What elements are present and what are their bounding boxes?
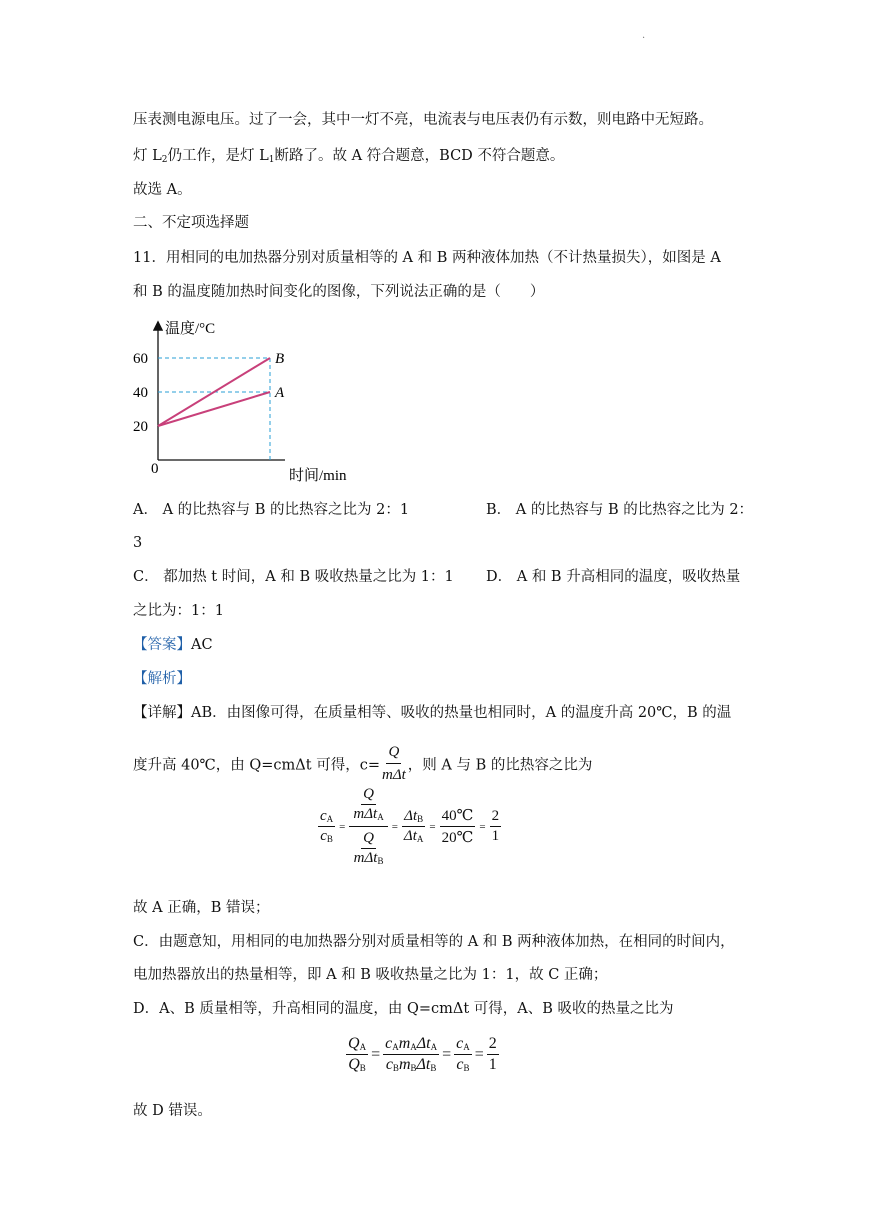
y-tick-label-40: 40 xyxy=(133,385,148,401)
option-a: A． A 的比热容与 B 的比热容之比为 2：1 xyxy=(133,502,410,518)
result-fraction: $\frac{2}{1}$ xyxy=(491,808,500,844)
fraction-denominator: mΔt xyxy=(381,767,406,783)
ca-over-cb-2: $\frac{c_A}{c_B}$ xyxy=(456,1035,470,1073)
equals-sign: = xyxy=(339,820,346,833)
subscript: 1 xyxy=(268,155,275,165)
analysis-label: 【解析】 xyxy=(133,671,191,687)
text-span: ，则 A 与 B 的比热容之比为 xyxy=(407,757,593,774)
detail-line2 xyxy=(133,744,592,787)
option-d: D． A 和 B 升高相同的温度，吸收热量 xyxy=(486,569,741,585)
detail-tag: 【详解】 xyxy=(133,705,191,721)
analysis-tag xyxy=(133,669,191,689)
qa-over-qb: $\frac{Q_A}{Q_B}$ xyxy=(348,1035,367,1073)
y-tick-label-60: 60 xyxy=(133,351,148,367)
heat-capacity-fraction xyxy=(380,742,408,785)
option-d-continued: 之比为：1：1 xyxy=(133,603,224,619)
ca-over-cb: $\frac{c_A}{c_B}$ xyxy=(320,808,334,844)
heat-ratio-formula xyxy=(346,1035,499,1074)
equals-sign: = xyxy=(391,820,398,833)
text-span: 灯 L xyxy=(133,148,162,164)
y-tick-label-20: 20 xyxy=(133,419,148,435)
option-b-continued: 3 xyxy=(133,535,143,551)
text-span: 度升高 40℃，由 Q=cmΔt 可得，c= xyxy=(133,757,380,774)
option-b: B． A 的比热容与 B 的比热容之比为 2： xyxy=(486,502,754,518)
question-11-line2: 和 B 的温度随加热时间变化的图像，下列说法正确的是（ ） xyxy=(133,284,545,300)
detail-line1 xyxy=(133,703,731,723)
fraction-numerator: Q xyxy=(386,742,401,764)
cm-dt-fraction: $\frac{c_Am_A\Delta t_A}{c_Bm_B\Delta t_B}$ xyxy=(385,1035,438,1073)
detail-line3: 故 A 正确，B 错误； xyxy=(133,900,270,916)
equals-sign: = xyxy=(474,1045,484,1063)
delta-t-fraction: $\frac{\Delta t_B}{\Delta t_A}$ xyxy=(403,808,424,844)
y-axis-label: 温度/°C xyxy=(165,321,216,337)
x-axis-label: 时间/min xyxy=(289,468,347,484)
series-label-B: B xyxy=(275,351,285,367)
text-span: 断路了。故 A 符合题意，BCD 不符合题意。 xyxy=(274,148,565,164)
page-dot: . xyxy=(642,30,646,41)
text-line xyxy=(133,146,564,170)
section-heading: 二、不定项选择题 xyxy=(133,215,249,231)
equals-sign: = xyxy=(479,820,486,833)
subscript: 2 xyxy=(161,155,168,165)
detail-line7: 故 D 错误。 xyxy=(133,1103,212,1119)
text-span: AB．由图像可得，在质量相等、吸收的热量也相同时，A 的温度升高 20℃，B 的温 xyxy=(191,705,732,721)
series-line-A xyxy=(158,392,270,426)
text-line: 压表测电源电压。过了一会，其中一灯不亮，电流表与电压表仍有示数，则电路中无短路。 xyxy=(133,112,713,128)
equals-sign: = xyxy=(429,820,436,833)
ratio-formula xyxy=(318,786,501,867)
detail-line4: C．由题意知，用相同的电加热器分别对质量相等的 A 和 B 两种液体加热，在相同的时间内， xyxy=(133,934,735,950)
answer-value: AC xyxy=(191,637,213,653)
temperature-fraction: $\frac{40℃}{20℃}$ xyxy=(441,808,474,846)
result-fraction-2: $\frac{2}{1}$ xyxy=(488,1035,497,1073)
question-11-line1: 11．用相同的电加热器分别对质量相等的 A 和 B 两种液体加热（不计热量损失），如图是 A xyxy=(133,250,721,266)
detail-line5: 电加热器放出的热量相等，即 A 和 B 吸收热量之比为 1：1，故 C 正确； xyxy=(133,967,608,983)
series-label-A: A xyxy=(275,385,285,401)
text-span: 仍工作，是灯 L xyxy=(167,148,269,164)
origin-label: 0 xyxy=(151,461,159,477)
text-line: 故选 A。 xyxy=(133,182,192,198)
answer-line xyxy=(133,635,213,655)
option-c: C． 都加热 t 时间，A 和 B 吸收热量之比为 1：1 xyxy=(133,569,454,585)
compound-fraction: $\frac{\frac{Q}{m\Delta t_A}}{\frac{Q}{m\Delta t_B}}$ xyxy=(349,786,387,867)
equals-sign: = xyxy=(442,1045,452,1063)
answer-tag: 【答案】 xyxy=(133,637,191,653)
temperature-time-chart xyxy=(125,315,385,490)
equals-sign: = xyxy=(371,1045,381,1063)
detail-line6: D．A、B 质量相等，升高相同的温度，由 Q=cmΔt 可得，A、B 吸收的热量之比为 xyxy=(133,1001,674,1017)
